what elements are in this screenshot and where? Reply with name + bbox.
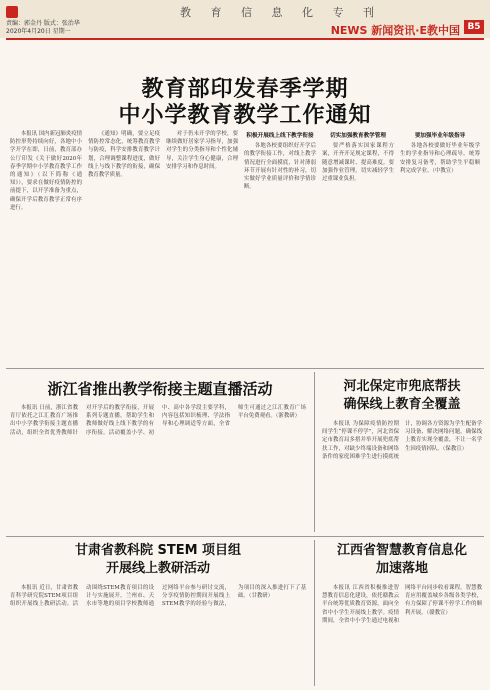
column-divider bbox=[314, 372, 315, 532]
jiangxi-body: 本报讯 江西省积极推进智慧教育信息化建设，依托赣教云平台统筹优质教育资源，面向全省中小学生开展线上教学。疫情期间，全省中小学生通过电视和网络平台同步收看课程，智慧教育应用覆盖城乡各级各类学校，有力保障了停课不停学工作的顺利开展。（赣教宣） bbox=[322, 585, 482, 624]
column-divider-2 bbox=[314, 540, 315, 686]
main-col-3: 对于仍未开学的学校，要继续做好居家学习指导，加强对学生的分类指导和个性化辅导，关注学生身心健康，合理安排学习和作息时间。 bbox=[166, 131, 238, 170]
section-divider bbox=[6, 368, 484, 369]
header-rule bbox=[6, 38, 484, 40]
zhejiang-body: 本报讯 日前，浙江省教育厅依托之江汇教育广场推出中小学教学衔接主题直播活动，组织全省优秀教师针对开学后的教学衔接，开展系列专题直播，帮助学生和教师做好线上线下教学的有序衔接。活动覆盖小学、初中、高中各学段主要学科，内容包括知识梳理、学法指导和心理调适等方面，全省师生可通过之江汇教育广场平台免费观看。（浙教研） bbox=[10, 405, 306, 436]
subhead-c: 要加强毕业年级指导 bbox=[414, 133, 466, 139]
gansu-headline: 甘肃省教科院 STEM 项目组 开展线上教研活动 bbox=[74, 543, 242, 576]
hebei-headline: 河北保定市兜底帮扶 确保线上教育全覆盖 bbox=[343, 379, 461, 412]
section-divider-2 bbox=[6, 536, 484, 537]
main-col-4: 积极开展线上线下教学衔接 各地各校要组织好开学后的教学衔接工作，对线上教学情况进行全面摸底，针对薄弱环节开展有针对性的补习，切实做好学业质量评价和学情诊断。 bbox=[244, 133, 316, 191]
masthead bbox=[0, 0, 490, 22]
masthead-text: 教 育 信 息 化 专 刊 bbox=[180, 6, 382, 19]
main-col-5: 切实加强教育教学管理 要严格落实国家课程方案，开齐开足规定课程，不得随意增减课时、提高难度。要加强作业管理，切实减轻学生过重课业负担。 bbox=[322, 133, 394, 183]
main-col-2: 《通知》明确，要立足疫情防控常态化，统筹教育教学与防疫，科学安排教育教学计划，合理调整课程进度，做好线上与线下教学的衔接，确保教育教学质量。 bbox=[88, 131, 160, 179]
jiangxi-headline: 江西省智慧教育信息化 加速落地 bbox=[336, 543, 467, 576]
zhejiang-headline: 浙江省推出教学衔接主题直播活动 bbox=[47, 380, 273, 398]
editors-line: 责编：郭金丹 版式：张治华 bbox=[6, 20, 80, 27]
subhead-b: 切实加强教育教学管理 bbox=[330, 133, 386, 139]
section-title: NEWS 新闻资讯·E教中国 bbox=[330, 24, 460, 37]
date-line: 2020年4月20日 星期一 bbox=[6, 28, 71, 35]
main-headline-line2: 中小学教育教学工作通知 bbox=[118, 103, 372, 128]
page-number-badge: B5 bbox=[464, 20, 484, 34]
main-col-1: 本报讯 国内新冠肺炎疫情防控形势持续向好，各地中小学开学在即，日前，教育部办公厅印发《关于做好2020年春季学期中小学教育教学工作的通知》（以下简称《通知》），要求在做好疫情防控的前提下，以开学准备为重点，确保开学后教育教学正常有序进行。 bbox=[10, 131, 82, 211]
main-col-6: 要加强毕业年级指导 各地各校要做好毕业年级学生的学业指导和心理疏导，统筹安排复习备考，帮助学生平稳顺利完成学业。（中教宣） bbox=[400, 133, 480, 174]
subhead-a: 积极开展线上线下教学衔接 bbox=[246, 133, 314, 139]
gansu-body: 本报讯 近日，甘肃省教育科学研究院STEM项目组组织开展线上教研活动。活动围绕STEM教育项目的设计与实施展开，兰州市、天水市等地的项目学校教师通过网络平台参与研讨交流，分享疫情防控期间开展线上STEM教学的经验与做法，为项目的深入推进打下了基础。（甘教研） bbox=[10, 585, 306, 608]
main-headline-line1: 教育部印发春季学期 bbox=[141, 77, 349, 102]
hebei-body: 本报讯 为保障疫情防控期间学生“停课不停学”，河北省保定市教育局多措并举开展兜底帮扶工作，对缺少终端设备和网络条件的家庭困难学生进行摸底统计，协调各方资源为学生配备学习设备、解决网络问题，确保线上教育实现全覆盖，不让一名学生因疫情掉队。（保教宣） bbox=[322, 421, 482, 460]
issue-meta bbox=[6, 20, 80, 36]
